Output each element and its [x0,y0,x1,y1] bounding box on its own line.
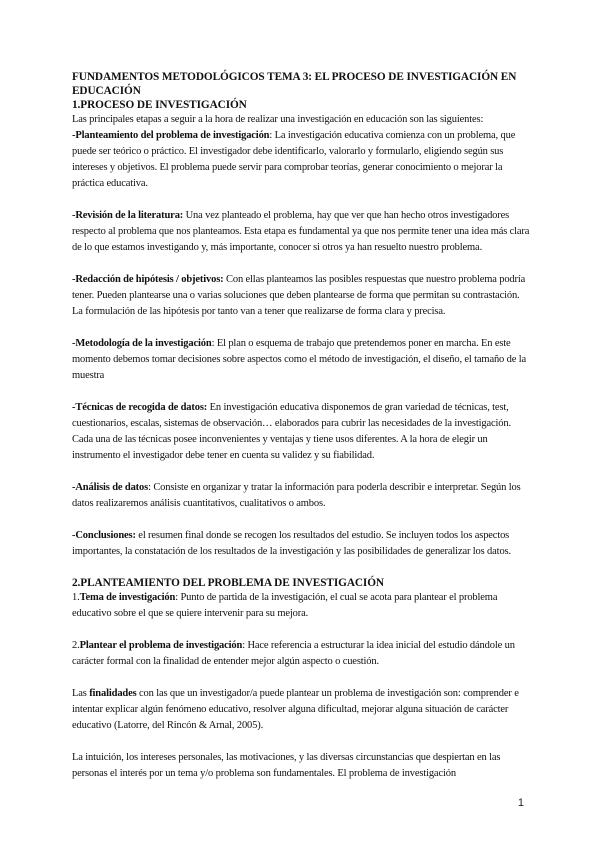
document-body [72,70,532,782]
section-1-heading: 1.PROCESO DE INVESTIGACIÓN [72,99,247,111]
term-plantear: Plantear el problema de investigación [79,640,243,651]
paragraph-plantear [72,638,532,670]
page-number: 1 [517,797,524,809]
text-plantear: : Hace referencia a estructurar la idea inicial del estudio dándole un carácter formal con la finalidad de entender mejor algún aspecto o cuestión. [72,640,515,667]
text-analisis: : Consiste en organizar y tratar la información para poderla describir e interpretar. Según los datos realizaremos análisis cuantitativos, cualitativos o ambos. [72,482,521,509]
term-tema: Tema de investigación [79,592,176,603]
paragraph-tecnicas [72,400,532,464]
paragraph-analisis [72,480,532,512]
section-1-intro: Las principales etapas a seguir a la hora de realizar una investigación en educación son las siguientes: [72,114,484,125]
text-planteamiento: : La investigación educativa comienza con un problema, que puede ser teórico o práctico. El investigador debe identificarlo, valorarlo y formularlo, eligiendo según sus intereses y objetivos. El problema puede servir para comprobar teorías, generar conocimiento o mejorar la práctica educativa. [72,130,516,189]
prefix-finalidades: Las [72,688,90,699]
paragraph-conclusiones [72,528,532,560]
term-revision: -Revisión de la literatura: [72,210,184,221]
text-hipotesis: Con ellas planteamos las posibles respuestas que nuestro problema podría tener. Pueden plantearse una o varias soluciones que deben plantearse de forma que permitan su contrastación. La formulación de las hipótesis por tanto van a tener que realizarse de forma clara y precisa. [72,274,526,317]
section-2-heading: 2.PLANTEAMIENTO DEL PROBLEMA DE INVESTIGACIÓN [72,577,384,589]
prefix-plantear: 2. [72,640,80,651]
paragraph-planteamiento [72,128,532,192]
text-conclusiones: el resumen final donde se recogen los resultados del estudio. Se incluyen todos los aspectos importantes, la constatación de los resultados de la investigación y las posibilidades de generalizar los datos. [72,530,511,557]
document-title: FUNDAMENTOS METODOLÓGICOS TEMA 3: EL PROCESO DE INVESTIGACIÓN EN EDUCACIÓN [72,71,517,97]
term-tecnicas: -Técnicas de recogida de datos: [72,402,208,413]
term-hipotesis: -Redacción de hipótesis / objetivos: [72,274,224,285]
paragraph-finalidades [72,686,532,734]
term-planteamiento: -Planteamiento del problema de investigación [72,130,270,141]
paragraph-intuicion: La intuición, los intereses personales, las motivaciones, y las diversas circunstancias que despiertan en las personas el interés por un tema y/o problema son fundamentales. El problema de investigación [72,752,501,779]
text-metodologia: : El plan o esquema de trabajo que pretendemos poner en marcha. En este momento debemos tomar decisiones sobre aspectos como el método de investigación, el diseño, el tamaño de la muestra [72,338,526,381]
term-finalidades: finalidades [89,688,137,699]
paragraph-hipotesis [72,272,532,320]
paragraph-revision [72,208,532,256]
term-conclusiones: -Conclusiones: [72,530,136,541]
text-tecnicas: En investigación educativa disponemos de gran variedad de técnicas, test, cuestionarios, escalas, sistemas de observación… elaborados para cubrir las necesidades de la investigación. Cada una de las técnicas posee inconvenientes y ventajas y tiene usos diferentes. A la hora de elegir un instrumento el investigador debe tener en cuenta su validez y su fiabilidad. [72,402,511,461]
paragraph-tema [72,590,532,622]
term-metodologia: -Metodología de la investigación [72,338,212,349]
text-finalidades: con las que un investigador/a puede plantear un problema de investigación son: comprender e intentar explicar algún fenómeno educativo, resolver alguna dificultad, mejorar alguna situación de carácter educativo (Latorre, del Rincón & Arnal, 2005). [72,688,519,731]
text-tema: : Punto de partida de la investigación, el cual se acota para plantear el problema educativo sobre el que se quiere intervenir para su mejora. [72,592,498,619]
prefix-tema: 1. [72,592,80,603]
text-revision: Una vez planteado el problema, hay que ver que han hecho otros investigadores respecto al problema que nos planteamos. Esta etapa es fundamental ya que nos permite tener una idea más clara de lo que estamos investigando y, más importante, conocer si otros ya han resuelto nuestro problema. [72,210,530,253]
term-analisis: -Análisis de datos [72,482,149,493]
paragraph-metodologia [72,336,532,384]
